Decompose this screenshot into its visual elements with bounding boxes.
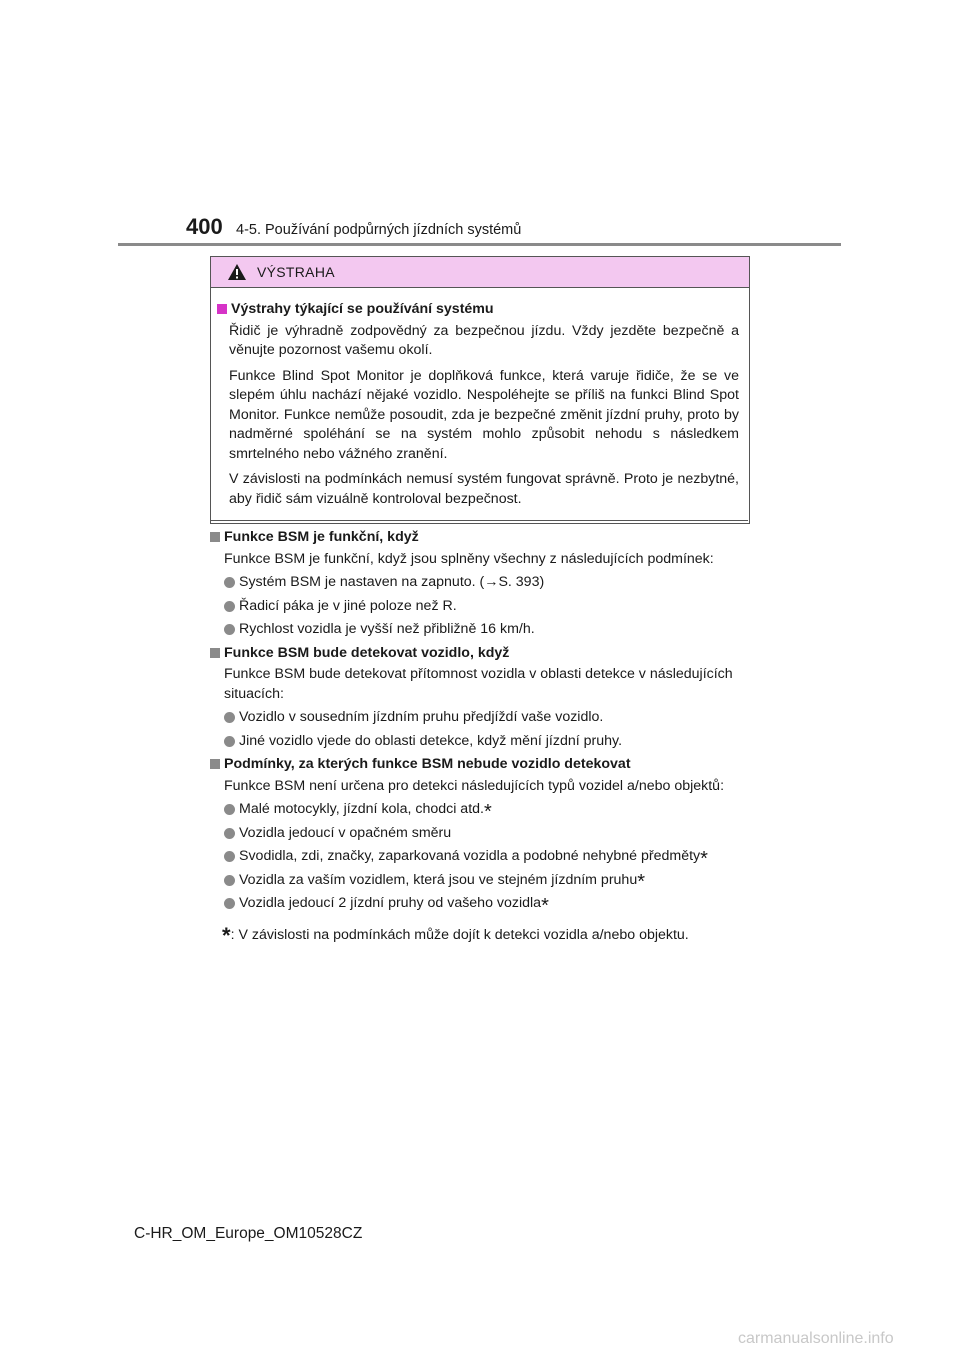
list-item (224, 620, 750, 640)
list-item-text: Vozidla za vaším vozidlem, která jsou ve stejném jízdním pruhu (239, 871, 638, 888)
warning-paragraph: Funkce Blind Spot Monitor je doplňková funkce, která varuje řidiče, že se ve slepém úhlu nachází nějaké vozidlo. Nespoléhejte se příliš na funkci Blind Spot Monitor. Funkce nemůže posoudit, zda je bezpečné změnit jízdní pruhy, proto by nadměrné spoléhání se na systém mohlo způsobit nehodu s následkem smrtelného nebo vážného zranění. (229, 367, 739, 462)
watermark[interactable]: carmanualsonline.info (738, 1330, 894, 1347)
bullet-dot-icon (224, 624, 235, 635)
header-divider (118, 243, 841, 246)
page-number: 400 (186, 214, 223, 239)
document-code: C-HR_OM_Europe_OM10528CZ (134, 1225, 363, 1242)
bullet-dot-icon (224, 712, 235, 723)
square-bullet-icon (210, 759, 220, 769)
warning-header (211, 257, 749, 288)
section-heading-text: Podmínky, za kterých funkce BSM nebude vozidlo detekovat (224, 756, 631, 772)
list-item-text: Jiné vozidlo vjede do oblasti detekce, když mění jízdní pruhy. (239, 732, 623, 749)
section-description: Funkce BSM není určena pro detekci následujících typů vozidel a/nebo objektů: (224, 777, 725, 794)
warning-heading (215, 300, 739, 320)
content-divider (210, 520, 748, 521)
warning-box (210, 256, 750, 524)
footnote-mark: * (222, 922, 231, 948)
bullet-dot-icon (224, 828, 235, 839)
warning-body (211, 288, 749, 523)
footnote (222, 922, 750, 946)
list-item-text: Rychlost vozidla je vyšší než přibližně 16 km/h. (239, 621, 535, 637)
section-description: Funkce BSM bude detekovat přítomnost vozidla v oblasti detekce v následujících situacích: (224, 666, 733, 702)
section-title: 4-5. Používání podpůrných jízdních systémů (236, 222, 522, 238)
section-description: Funkce BSM je funkční, když jsou splněny všechny z následujících podmínek: (224, 550, 714, 567)
list-item (224, 824, 750, 844)
square-bullet-icon (217, 304, 227, 314)
section-bsm-not-detect (208, 755, 750, 917)
section-heading (208, 755, 750, 775)
bullet-dot-icon (224, 577, 235, 588)
list-item: Vozidla za vaším vozidlem, která jsou ve stejném jízdním pruhu * (224, 871, 750, 891)
footnote-text: : V závislosti na podmínkách může dojít k detekci vozidla a/nebo objektu. (230, 926, 689, 943)
list-item-text: Vozidla jedoucí v opačném směru (239, 824, 452, 841)
section-heading (208, 528, 750, 548)
list-item: Vozidla jedoucí 2 jízdní pruhy od vašeho vozidla * (224, 894, 750, 914)
section-heading (208, 644, 750, 664)
bullet-dot-icon (224, 736, 235, 747)
list-item-text: Vozidlo v sousedním jízdním pruhu předjíždí vaše vozidlo. (239, 709, 604, 725)
list-item (224, 597, 750, 617)
section-heading-text: Funkce BSM je funkční, když (224, 529, 419, 545)
list-item-text: Svodidla, zdi, značky, zaparkovaná vozidla a podobné nehybné předměty (239, 848, 701, 864)
bullet-dot-icon (224, 804, 235, 815)
warning-paragraph: V závislosti na podmínkách nemusí systém fungovat správně. Proto je nezbytné, aby řidič sám vizuálně kontroloval bezpečnost. (229, 471, 739, 507)
square-bullet-icon (210, 648, 220, 658)
bullet-dot-icon (224, 851, 235, 862)
list-item-text: Systém BSM je nastaven na zapnuto. (→S. 393) (239, 574, 545, 590)
list-item-text: Vozidla jedoucí 2 jízdní pruhy od vašeho vozidla (239, 895, 542, 911)
bullet-dot-icon (224, 875, 235, 886)
warning-triangle-icon (227, 263, 247, 281)
list-item-text: Malé motocykly, jízdní kola, chodci atd. (239, 801, 484, 817)
list-item (224, 573, 750, 593)
bullet-dot-icon (224, 898, 235, 909)
list-item: Svodidla, zdi, značky, zaparkovaná vozidla a podobné nehybné předměty * (224, 847, 750, 867)
square-bullet-icon (210, 532, 220, 542)
list-item: Malé motocykly, jízdní kola, chodci atd. * (224, 800, 750, 820)
bullet-dot-icon (224, 601, 235, 612)
main-content (208, 528, 750, 948)
list-item (224, 732, 750, 752)
warning-title: VÝSTRAHA (257, 264, 335, 280)
section-bsm-functional (208, 528, 750, 640)
section-bsm-detects (208, 644, 750, 752)
list-item-text: Řadicí páka je v jiné poloze než R. (239, 597, 457, 614)
section-heading-text: Funkce BSM bude detekovat vozidlo, když (224, 644, 510, 661)
list-item (224, 708, 750, 728)
warning-paragraph: Řidič je výhradně zodpovědný za bezpečnou jízdu. Vždy jezděte bezpečně a věnujte pozornost vašemu okolí. (229, 322, 739, 358)
warning-heading-text: Výstrahy týkající se používání systému (231, 301, 494, 317)
